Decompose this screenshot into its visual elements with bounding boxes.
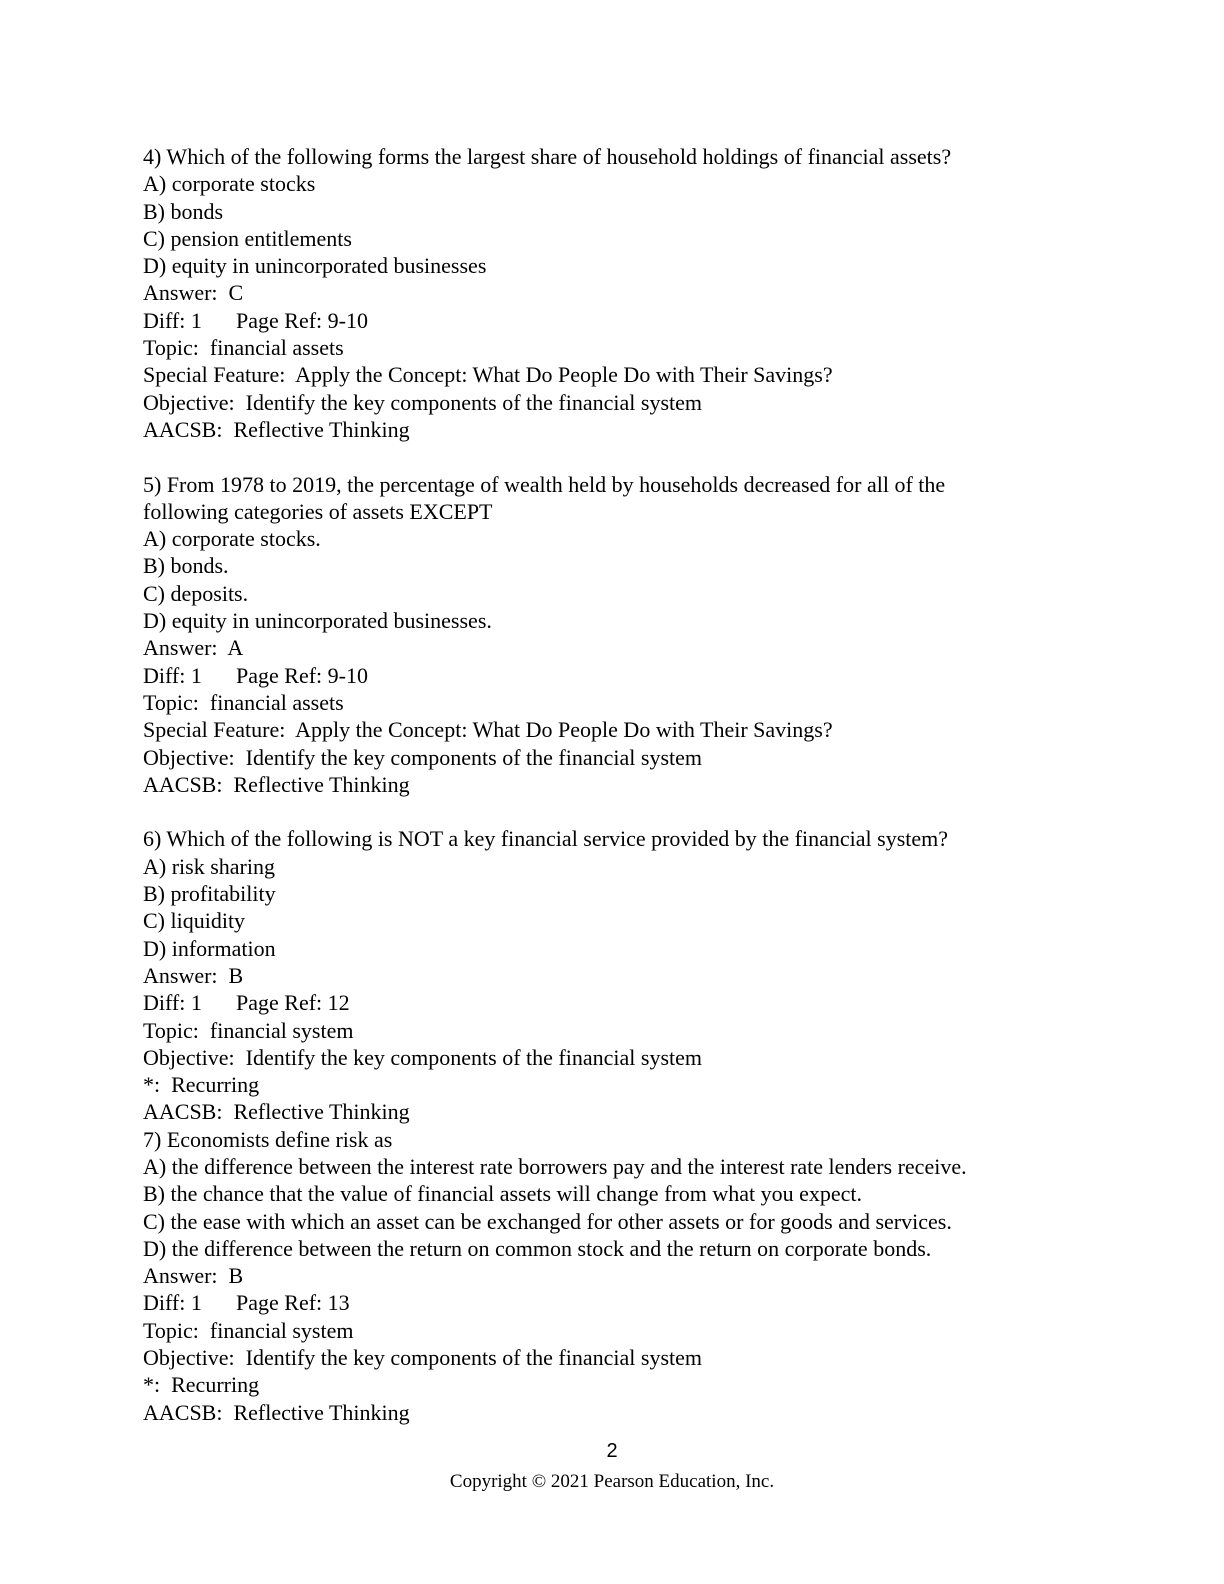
aacsb: AACSB: Reflective Thinking — [143, 771, 410, 797]
question-text: 6) Which of the following is NOT a key financial service provided by the financial system? — [143, 826, 949, 852]
diff-line — [143, 1289, 1143, 1316]
answer: Answer: B — [143, 1263, 244, 1289]
option-a: A) corporate stocks. — [143, 526, 321, 552]
page-number: 2 — [606, 1440, 618, 1462]
question-5 — [143, 471, 1143, 799]
objective: Objective: Identify the key components of the financial system — [143, 1044, 703, 1070]
option-a: A) corporate stocks — [143, 171, 316, 197]
topic: Topic: financial system — [143, 1017, 354, 1043]
diff-line — [143, 989, 1143, 1016]
option-c: C) deposits. — [143, 580, 249, 606]
option-d: D) equity in unincorporated businesses — [143, 253, 487, 279]
option-a: A) the difference between the interest rate borrowers pay and the interest rate lenders receive. — [143, 1153, 967, 1179]
answer: Answer: A — [143, 635, 244, 661]
page-ref: Page Ref: 9-10 — [236, 307, 368, 333]
difficulty: Diff: 1 — [143, 662, 202, 688]
page-ref: Page Ref: 12 — [236, 990, 350, 1016]
special-feature: Special Feature: Apply the Concept: What Do People Do with Their Savings? — [143, 717, 833, 743]
option-a: A) risk sharing — [143, 853, 275, 879]
topic: Topic: financial assets — [143, 335, 344, 361]
option-d: D) equity in unincorporated businesses. — [143, 608, 492, 634]
objective: Objective: Identify the key components of the financial system — [143, 744, 703, 770]
difficulty: Diff: 1 — [143, 1290, 202, 1316]
recurring: *: Recurring — [143, 1372, 260, 1398]
question-7 — [143, 1126, 1143, 1426]
option-c: C) pension entitlements — [143, 225, 352, 251]
option-b: B) the chance that the value of financial assets will change from what you expect. — [143, 1181, 863, 1207]
answer: Answer: C — [143, 280, 244, 306]
question-text: 7) Economists define risk as — [143, 1126, 393, 1152]
question-6 — [143, 825, 1143, 1125]
question-text: 4) Which of the following forms the largest share of household holdings of financial assets? — [143, 144, 952, 169]
answer: Answer: B — [143, 962, 244, 988]
option-b: B) profitability — [143, 881, 276, 907]
recurring: *: Recurring — [143, 1072, 260, 1098]
page-ref: Page Ref: 9-10 — [236, 662, 368, 688]
copyright-notice: Copyright © 2021 Pearson Education, Inc. — [449, 1471, 775, 1492]
option-b: B) bonds. — [143, 553, 229, 579]
topic: Topic: financial assets — [143, 689, 344, 715]
difficulty: Diff: 1 — [143, 307, 202, 333]
topic: Topic: financial system — [143, 1317, 354, 1343]
aacsb: AACSB: Reflective Thinking — [143, 1099, 410, 1125]
question-text: 5) From 1978 to 2019, the percentage of wealth held by households decreased for all of the — [143, 471, 946, 497]
aacsb: AACSB: Reflective Thinking — [143, 1399, 410, 1425]
option-b: B) bonds — [143, 198, 224, 224]
difficulty: Diff: 1 — [143, 990, 202, 1016]
option-d: D) information — [143, 935, 276, 961]
option-d: D) the difference between the return on common stock and the return on corporate bonds. — [143, 1235, 932, 1261]
diff-line — [143, 307, 1143, 334]
objective: Objective: Identify the key components of the financial system — [143, 1345, 703, 1371]
page-ref: Page Ref: 13 — [236, 1290, 350, 1316]
option-c: C) liquidity — [143, 908, 246, 934]
diff-line — [143, 662, 1143, 689]
question-text-continued: following categories of assets EXCEPT — [143, 498, 493, 524]
option-c: C) the ease with which an asset can be exchanged for other assets or for goods and services. — [143, 1208, 952, 1234]
objective: Objective: Identify the key components of the financial system — [143, 389, 703, 415]
question-list — [143, 143, 1143, 1426]
special-feature: Special Feature: Apply the Concept: What Do People Do with Their Savings? — [143, 362, 833, 388]
question-4 — [143, 143, 1143, 443]
aacsb: AACSB: Reflective Thinking — [143, 416, 410, 442]
